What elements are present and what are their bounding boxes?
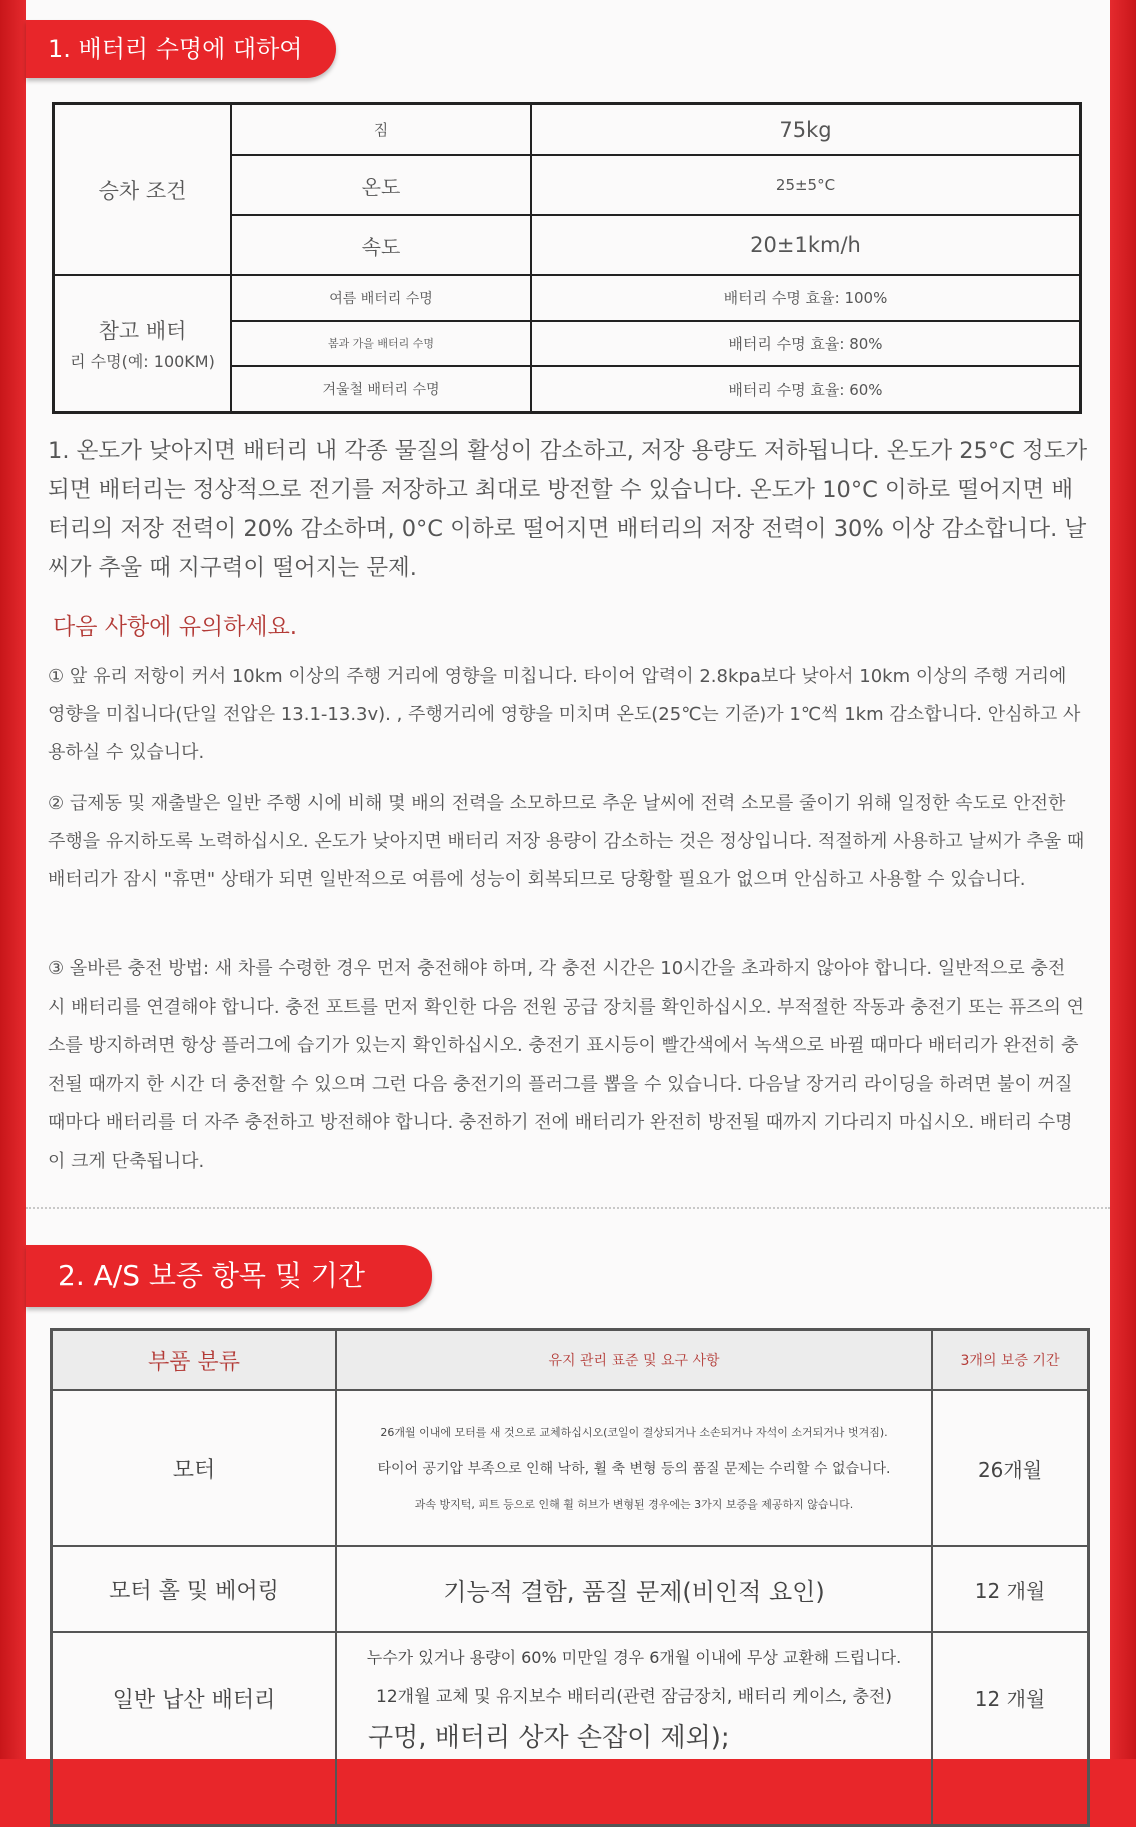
ref-row-item: 봄과 가을 배터리 수명 bbox=[231, 321, 531, 366]
ride-conditions-label: 승차 조건 bbox=[54, 104, 232, 276]
content-panel bbox=[26, 0, 1110, 1759]
warranty-table bbox=[50, 1328, 1090, 1827]
right-red-border bbox=[1110, 0, 1136, 1759]
reference-battery-label bbox=[54, 275, 232, 412]
ref-row-value: 배터리 수명 효율: 100% bbox=[531, 275, 1081, 320]
note-item: ③ 올바른 충전 방법: 새 차를 수령한 경우 먼저 충전해야 하며, 각 충전 시간은 10시간을 초과하지 않아야 합니다. 일반적으로 충전 시 배터리를 연결해야 합니다. 충전 포트를 먼저 확인한 다음 전원 공급 장치를 확인하십시오. 부적절한 작동과 충전기 또는 퓨즈의 연소를 방지하려면 항상 플러그에 습기가 있는지 확인하십시오. 충전기 표시등이 빨간색에서 녹색으로 바뀔 때마다 배터리가 완전히 충전될 때까지 한 시간 더 충전할 수 있으며 그런 다음 충전기의 플러그를 뽑을 수 있습니다. 다음날 장거리 라이딩을 하려면 불이 꺼질 때마다 배터리를 더 자주 충전하고 방전해야 합니다. 충전하기 전에 배터리가 완전히 방전될 때까지 기다리지 마십시오. 배터리 수명이 크게 단축됩니다. bbox=[48, 958, 1084, 1172]
standard-line: 누수가 있거나 용량이 60% 미만일 경우 6개월 이내에 무상 교환해 드립니다. bbox=[366, 1648, 902, 1667]
temperature-paragraph: 1. 온도가 낮아지면 배터리 내 각종 물질의 활성이 감소하고, 저장 용량도 저하됩니다. 온도가 25°C 정도가 되면 배터리는 정상적으로 전기를 저장하고 최대로 방전할 수 있습니다. 온도가 10°C 이하로 떨어지면 배터리의 저장 전력이 20% 감소하며, 0°C 이하로 떨어지면 배터리의 저장 전력이 30% 이상 감소합니다. 날씨가 추울 때 지구력이 떨어지는 문제. bbox=[48, 438, 1088, 581]
standard-line: 과속 방지턱, 피트 등으로 인해 휠 허브가 변형된 경우에는 3가지 보증을 제공하지 않습니다. bbox=[414, 1498, 854, 1511]
standard-line: 26개월 이내에 모터를 새 것으로 교체하십시오(코일이 결상되거나 소손되거나 자석이 소거되거나 벗겨짐). bbox=[380, 1426, 888, 1439]
header-period: 3개의 보증 기간 bbox=[932, 1330, 1089, 1391]
ride-row-value: 25±5°C bbox=[531, 155, 1081, 215]
ride-row-value: 20±1km/h bbox=[531, 215, 1081, 275]
standard-line: 12개월 교체 및 유지보수 배터리(관련 잠금장치, 배터리 케이스, 충전) bbox=[376, 1687, 892, 1707]
note-item: ① 앞 유리 저항이 커서 10km 이상의 주행 거리에 영향을 미칩니다. 타이어 압력이 2.8kpa보다 낮아서 10km 이상의 주행 거리에 영향을 미칩니다(단일 전압은 13.1-13.3v). , 주행거리에 영향을 미치며 온도(25℃는 기준)가 1℃씩 1km 감소합니다. 안심하고 사용하실 수 있습니다. bbox=[48, 666, 1081, 763]
ref-row-value: 배터리 수명 효율: 60% bbox=[531, 366, 1081, 412]
part-name: 모터 홀 및 베어링 bbox=[52, 1546, 337, 1632]
ride-row-item: 속도 bbox=[231, 215, 531, 275]
header-part: 부품 분류 bbox=[52, 1330, 337, 1391]
part-name: 모터 bbox=[52, 1390, 337, 1546]
standard-cell bbox=[336, 1546, 932, 1632]
warranty-period: 26개월 bbox=[932, 1390, 1089, 1546]
table-row bbox=[52, 1632, 1089, 1826]
left-red-border bbox=[0, 0, 26, 1759]
ride-row-item: 짐 bbox=[231, 104, 531, 156]
reference-label-line2: 리 수명(예: 100KM) bbox=[70, 352, 215, 372]
ref-row-value: 배터리 수명 효율: 80% bbox=[531, 321, 1081, 366]
reference-label-line1: 참고 배터 bbox=[98, 319, 187, 344]
standard-line: 구멍, 배터리 상자 손잡이 제외); bbox=[368, 1723, 730, 1753]
part-name: 일반 납산 배터리 bbox=[52, 1632, 337, 1826]
section1-title: 1. 배터리 수명에 대하여 bbox=[26, 20, 336, 78]
table-row bbox=[52, 1546, 1089, 1632]
ref-row-item: 겨울철 배터리 수명 bbox=[231, 366, 531, 412]
ref-row-item: 여름 배터리 수명 bbox=[231, 275, 531, 320]
standard-cell bbox=[336, 1390, 932, 1546]
warranty-period: 12 개월 bbox=[932, 1546, 1089, 1632]
ride-row-value: 75kg bbox=[531, 104, 1081, 156]
standard-line: 타이어 공기압 부족으로 인해 낙하, 휠 축 변형 등의 품질 문제는 수리할 수 없습니다. bbox=[377, 1461, 891, 1477]
dotted-divider bbox=[26, 1207, 1110, 1209]
header-standard: 유지 관리 표준 및 요구 사항 bbox=[336, 1330, 932, 1391]
table-row bbox=[52, 1390, 1089, 1546]
ride-row-item: 온도 bbox=[231, 155, 531, 215]
notice-heading: 다음 사항에 유의하세요. bbox=[53, 614, 298, 640]
section2-title: 2. A/S 보증 항목 및 기간 bbox=[26, 1245, 432, 1307]
standard-line: 기능적 결함, 품질 문제(비인적 요인) bbox=[443, 1577, 825, 1606]
standard-cell bbox=[336, 1632, 932, 1826]
note-item: ② 급제동 및 재출발은 일반 주행 시에 비해 몇 배의 전력을 소모하므로 추운 날씨에 전력 소모를 줄이기 위해 일정한 속도로 안전한 주행을 유지하도록 노력하십시오. 온도가 낮아지면 배터리 저장 용량이 감소하는 것은 정상입니다. 적절하게 사용하고 날씨가 추울 때 배터리가 잠시 "휴면" 상태가 되면 일반적으로 여름에 성능이 회복되므로 당황할 필요가 없으며 안심하고 사용할 수 있습니다. bbox=[48, 793, 1085, 890]
warranty-period: 12 개월 bbox=[932, 1632, 1089, 1826]
battery-conditions-table bbox=[52, 102, 1082, 414]
